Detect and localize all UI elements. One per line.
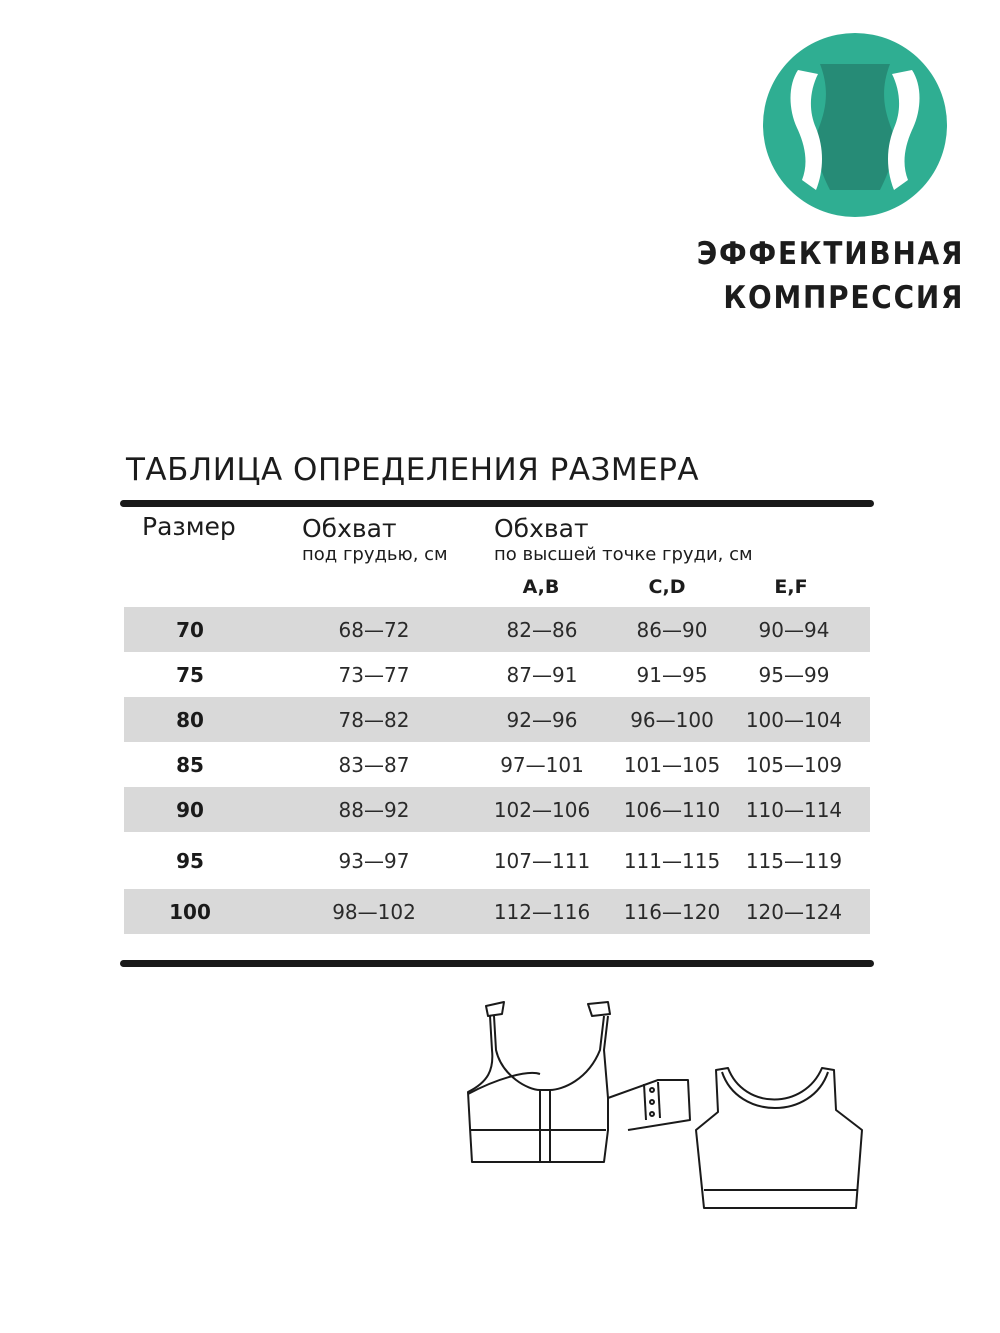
cup-ef-cell: 95—99 [758, 662, 830, 687]
cup-cd-cell: 116—120 [623, 899, 721, 924]
cup-ab-cell: 87—91 [506, 662, 578, 687]
size-table [124, 607, 870, 934]
cup-cd-cell: 101—105 [623, 752, 721, 777]
table-row [124, 832, 870, 889]
cup-ab-cell: 82—86 [506, 617, 578, 642]
header-size: Размер [142, 512, 236, 541]
underbust-cell: 83—87 [338, 752, 410, 777]
table-row [124, 607, 870, 652]
header-cup-ab: A,B [522, 576, 560, 598]
bottom-divider [120, 960, 874, 967]
size-cell: 70 [176, 617, 204, 642]
table-row [124, 889, 870, 934]
header-underbust-sub: под грудью, см [302, 544, 448, 565]
cup-cd-cell: 96—100 [630, 707, 714, 732]
front-closure-bra-icon [468, 1002, 690, 1162]
bra-illustration-icon [458, 990, 878, 1240]
size-cell: 85 [176, 752, 204, 777]
cup-ab-cell: 107—111 [493, 848, 591, 873]
header-cup-cd: C,D [648, 576, 686, 598]
underbust-cell: 78—82 [338, 707, 410, 732]
badge-line-2: КОМПРЕССИЯ [723, 280, 964, 316]
size-cell: 100 [169, 899, 211, 924]
badge-caption [696, 232, 964, 320]
cup-ef-cell: 100—104 [745, 707, 843, 732]
crop-top-icon [696, 1068, 862, 1208]
underbust-cell: 68—72 [338, 617, 410, 642]
cup-ef-cell: 115—119 [745, 848, 843, 873]
page-title: ТАБЛИЦА ОПРЕДЕЛЕНИЯ РАЗМЕРА [126, 452, 700, 488]
size-cell: 75 [176, 662, 204, 687]
underbust-cell: 93—97 [338, 848, 410, 873]
badge-line-1: ЭФФЕКТИВНАЯ [696, 236, 964, 272]
cup-ab-cell: 97—101 [500, 752, 584, 777]
underbust-cell: 98—102 [332, 899, 416, 924]
cup-ef-cell: 110—114 [745, 797, 843, 822]
table-row [124, 742, 870, 787]
cup-cd-cell: 86—90 [636, 617, 708, 642]
header-bust-sub: по высшей точке груди, см [494, 544, 753, 565]
cup-ab-cell: 112—116 [493, 899, 591, 924]
cup-ef-cell: 90—94 [758, 617, 830, 642]
table-row [124, 697, 870, 742]
header-underbust: Обхват [302, 514, 397, 543]
size-cell: 80 [176, 707, 204, 732]
cup-cd-cell: 106—110 [623, 797, 721, 822]
cup-ab-cell: 92—96 [506, 707, 578, 732]
underbust-cell: 73—77 [338, 662, 410, 687]
top-divider [120, 500, 874, 507]
cup-cd-cell: 111—115 [623, 848, 721, 873]
header-cup-ef: E,F [774, 576, 808, 598]
table-row [124, 787, 870, 832]
cup-ef-cell: 105—109 [745, 752, 843, 777]
cup-ef-cell: 120—124 [745, 899, 843, 924]
underbust-cell: 88—92 [338, 797, 410, 822]
cup-cd-cell: 91—95 [636, 662, 708, 687]
table-row [124, 652, 870, 697]
compression-badge-icon [760, 30, 950, 220]
size-cell: 90 [176, 797, 204, 822]
cup-ab-cell: 102—106 [493, 797, 591, 822]
size-cell: 95 [176, 848, 204, 873]
header-bust: Обхват [494, 514, 589, 543]
